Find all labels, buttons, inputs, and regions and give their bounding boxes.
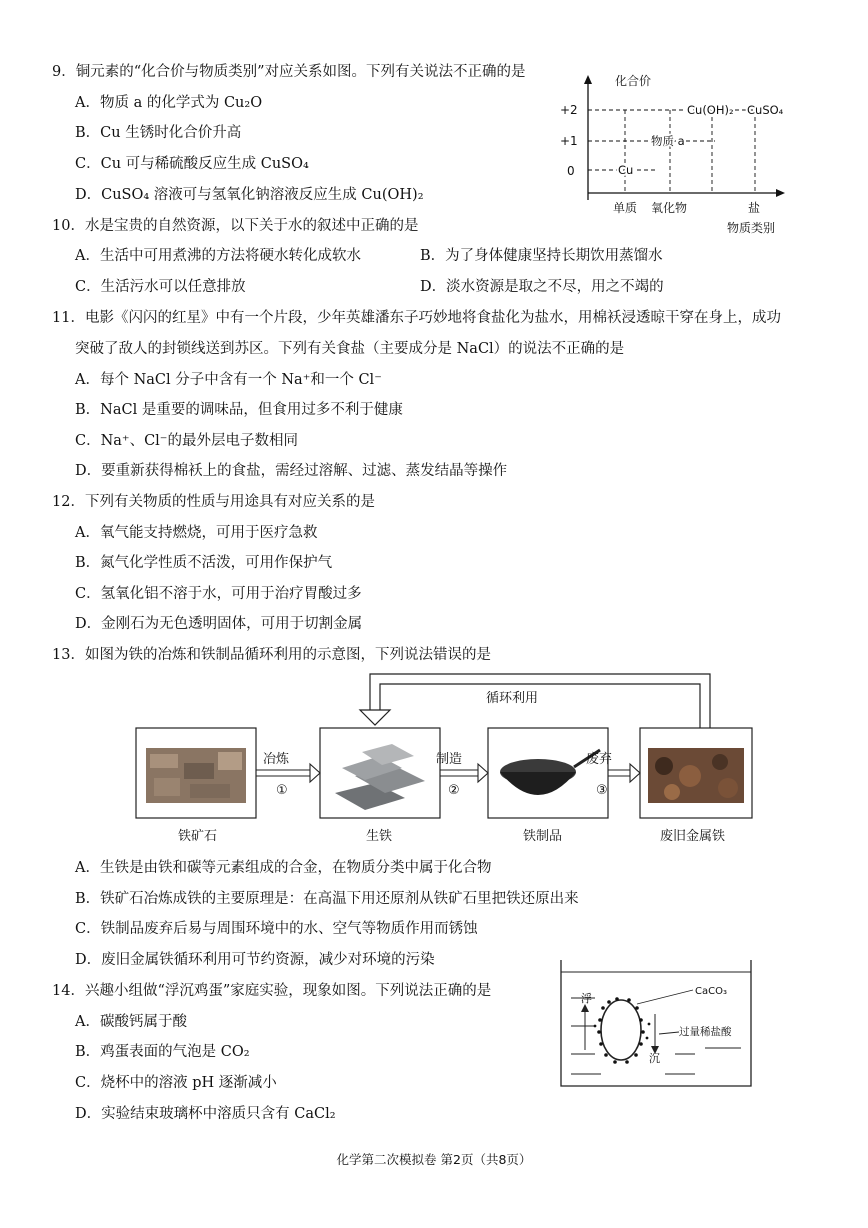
point-cuoh2: Cu(OH)₂	[687, 103, 734, 117]
scrap-iron-image	[648, 748, 744, 803]
iron-cycle-diagram	[130, 668, 760, 848]
q14-option-d: D．实验结束玻璃杯中溶质只含有 CaCl₂	[75, 1106, 336, 1122]
step2-label: 制造	[436, 752, 463, 767]
q11-option-d: D．要重新获得棉袄上的食盐，需经过溶解、过滤、蒸发结晶等操作	[75, 463, 508, 479]
ytick-zero: 0	[567, 164, 575, 178]
pointer-acid	[659, 1032, 679, 1034]
float-arrowhead	[581, 1004, 589, 1012]
q12-option-b: B．氮气化学性质不活泼，可用作保护气	[75, 555, 333, 571]
chart-xlabel: 物质类别	[727, 221, 776, 235]
caption-iron-ore: 铁矿石	[178, 829, 218, 844]
q11-stem-line1: 11．电影《闪闪的红星》中有一个片段，少年英雄潘东子巧妙地将食盐化为盐水，用棉袄浸透晾干穿在身上，成功	[52, 310, 781, 326]
q13-stem: 13．如图为铁的冶炼和铁制品循环利用的示意图，下列说法错误的是	[52, 647, 491, 663]
arrow-step3	[608, 764, 640, 782]
q13-option-c: C．铁制品废弃后易与周围环境中的水、空气等物质作用而锈蚀	[75, 921, 478, 937]
recycle-loop-inner	[380, 684, 700, 728]
page-footer: 化学第二次模拟卷 第2页（共8页）	[336, 1152, 532, 1167]
recycle-loop-outer	[370, 674, 710, 728]
q14-option-a: A．碳酸钙属于酸	[75, 1014, 187, 1030]
q11-stem-line2: 突破了敌人的封锁线送到苏区。下列有关食盐（主要成分是 NaCl）的说法不正确的是	[75, 341, 625, 357]
q12-option-d: D．金刚石为无色透明固体，可用于切割金属	[75, 616, 363, 632]
ytick-plus2: +2	[560, 103, 578, 117]
step2-number: ②	[448, 783, 460, 798]
caption-iron-product: 铁制品	[523, 829, 563, 844]
q9-option-d: D．CuSO₄ 溶液可与氢氧化钠溶液反应生成 Cu(OH)₂	[75, 187, 424, 203]
point-a: 物质 a	[651, 134, 685, 148]
step1-number: ①	[276, 783, 288, 798]
q14-stem: 14．兴趣小组做“浮沉鸡蛋”家庭实验，现象如图。下列说法正确的是	[52, 983, 492, 999]
q12-option-a: A．氧气能支持燃烧，可用于医疗急救	[75, 525, 318, 541]
q10-option-b: B．为了身体健康坚持长期饮用蒸馏水	[420, 248, 663, 264]
label-caco3: CaCO₃	[695, 986, 727, 997]
xtick-oxide: 氧化物	[651, 201, 688, 215]
q9-option-a: A．物质 a 的化学式为 Cu₂O	[75, 95, 263, 111]
q12-option-c: C．氢氧化铝不溶于水，可用于治疗胃酸过多	[75, 586, 362, 602]
x-axis-arrow	[776, 189, 785, 197]
xtick-elemental: 单质	[613, 201, 638, 215]
q12-stem: 12．下列有关物质的性质与用途具有对应关系的是	[52, 494, 375, 510]
chart-ylabel: 化合价	[615, 74, 652, 88]
q10-option-a: A．生活中可用煮沸的方法将硬水转化成软水	[75, 248, 361, 264]
caption-pig-iron: 生铁	[366, 829, 393, 844]
q11-option-c: C．Na⁺、Cl⁻的最外层电子数相同	[75, 433, 298, 449]
q14-option-c: C．烧杯中的溶液 pH 逐渐减小	[75, 1075, 277, 1091]
q10-option-d: D．淡水资源是取之不尽，用之不竭的	[420, 279, 664, 295]
iron-ore-image	[146, 748, 246, 803]
beaker	[561, 960, 751, 1086]
q9-stem: 9．铜元素的“化合价与物质类别”对应关系如图。下列有关说法不正确的是	[52, 64, 526, 80]
xtick-salt: 盐	[748, 201, 761, 215]
q13-option-d: D．废旧金属铁循环利用可节约资源，减少对环境的污染	[75, 952, 435, 968]
recycle-label: 循环利用	[486, 691, 539, 706]
label-acid: 过量稀盐酸	[679, 1026, 732, 1038]
q14-option-b: B．鸡蛋表面的气泡是 CO₂	[75, 1044, 250, 1060]
step3-label: 废弃	[586, 752, 613, 767]
q13-option-a: A．生铁是由铁和碳等元素组成的合金，在物质分类中属于化合物	[75, 860, 492, 876]
valence-chart	[555, 70, 795, 240]
egg	[601, 1000, 641, 1060]
y-axis-arrow	[584, 75, 592, 84]
caption-scrap-iron: 废旧金属铁	[660, 829, 726, 844]
egg-experiment-diagram	[555, 958, 765, 1090]
q10-stem: 10．水是宝贵的自然资源，以下关于水的叙述中正确的是	[52, 218, 419, 234]
q11-option-b: B．NaCl 是重要的调味品，但食用过多不利于健康	[75, 402, 403, 418]
label-float: 浮	[581, 992, 592, 1005]
q9-option-c: C．Cu 可与稀硫酸反应生成 CuSO₄	[75, 156, 309, 172]
pointer-caco3	[637, 990, 693, 1004]
ytick-plus1: +1	[560, 134, 578, 148]
q11-option-a: A．每个 NaCl 分子中含有一个 Na⁺和一个 Cl⁻	[75, 372, 382, 388]
q9-option-b: B．Cu 生锈时化合价升高	[75, 125, 242, 141]
q13-option-b: B．铁矿石冶炼成铁的主要原理是：在高温下用还原剂从铁矿石里把铁还原出来	[75, 891, 579, 907]
q10-option-c: C．生活污水可以任意排放	[75, 279, 246, 295]
step3-number: ③	[596, 783, 608, 798]
step1-label: 冶炼	[263, 752, 290, 767]
recycle-arrowhead	[360, 710, 390, 725]
label-sink: 沉	[649, 1052, 660, 1065]
point-cuso4: CuSO₄	[747, 103, 784, 117]
point-cu: Cu	[618, 163, 634, 177]
